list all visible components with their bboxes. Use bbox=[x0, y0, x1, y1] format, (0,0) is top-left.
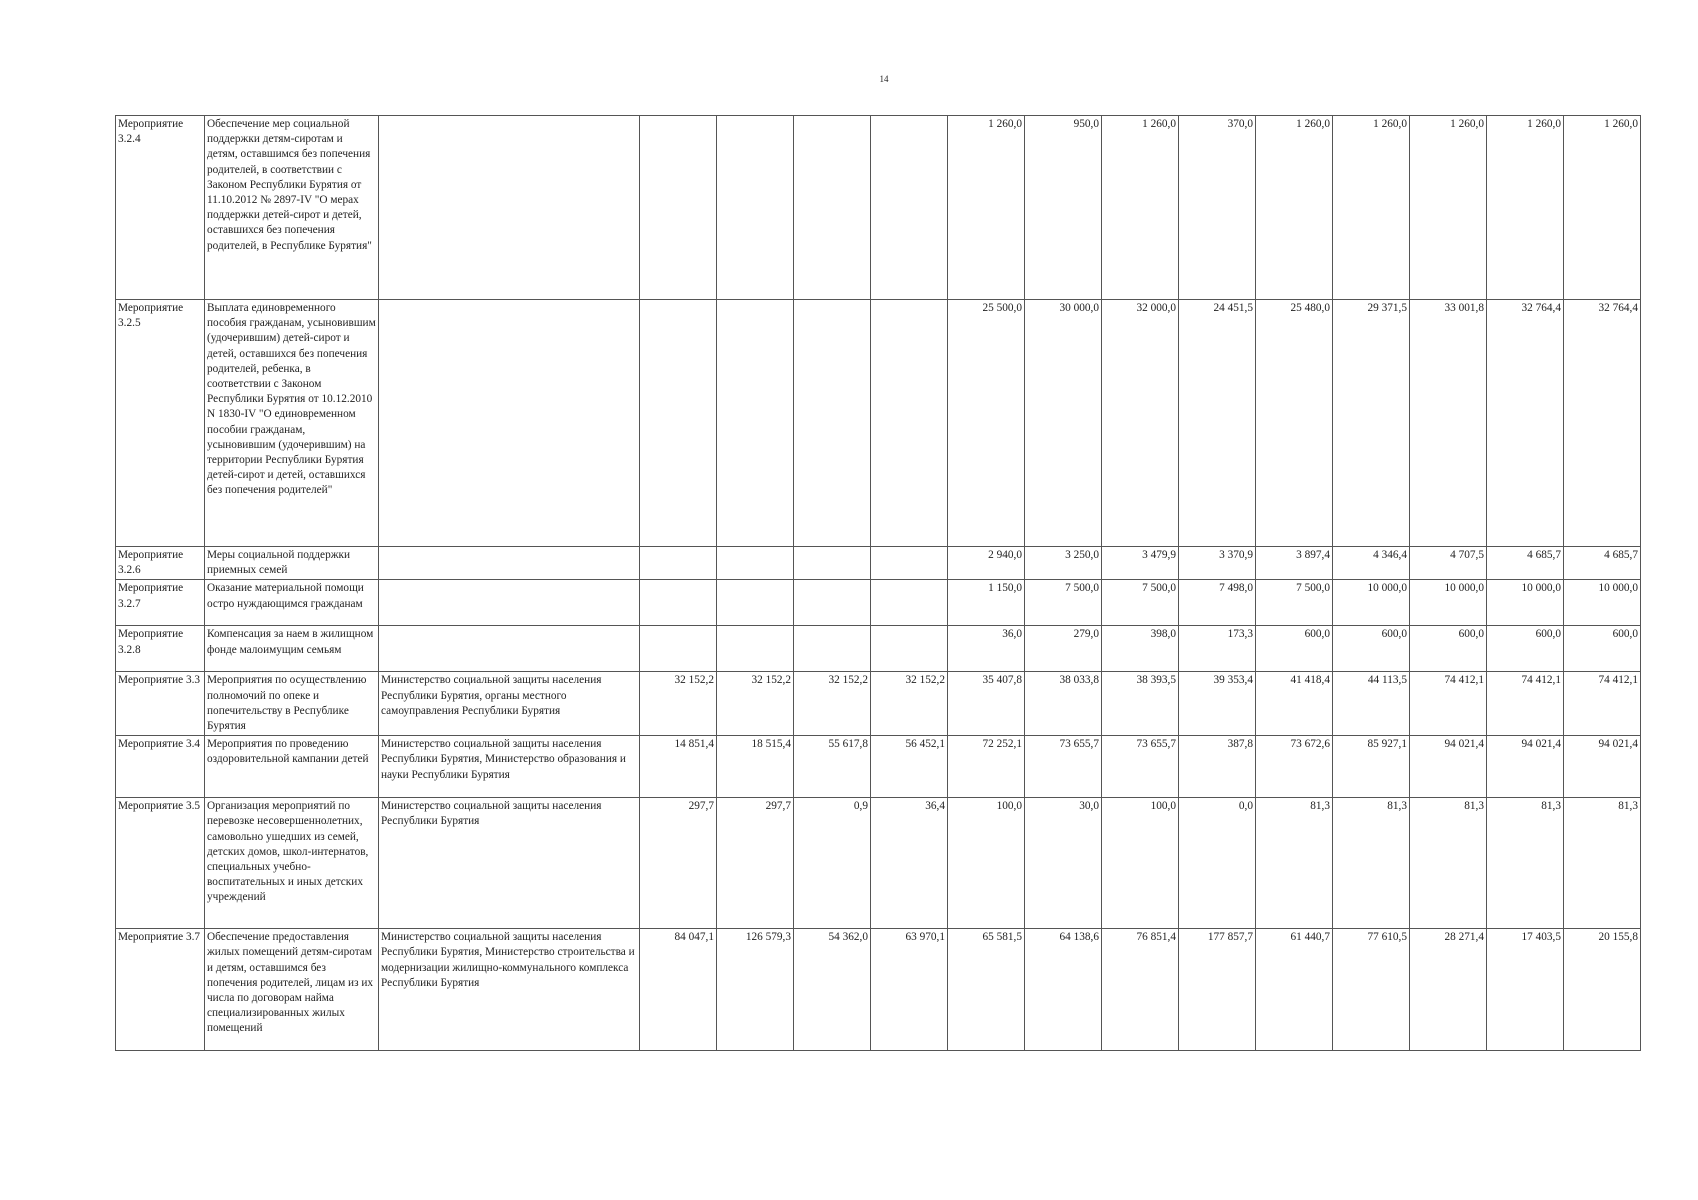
executor-cell: Министерство социальной защиты населения Республики Бурятия, Министерство образования и науки Республики Бурятия bbox=[379, 736, 640, 798]
funding-value-cell: 32 764,4 bbox=[1487, 300, 1564, 547]
funding-value-cell: 1 260,0 bbox=[1102, 116, 1179, 300]
funding-value-cell: 14 851,4 bbox=[640, 736, 717, 798]
funding-value-cell: 1 260,0 bbox=[948, 116, 1025, 300]
funding-value-cell: 0,9 bbox=[794, 798, 871, 929]
funding-value-cell: 32 152,2 bbox=[794, 672, 871, 736]
funding-value-cell bbox=[640, 580, 717, 626]
funding-value-cell: 0,0 bbox=[1179, 798, 1256, 929]
funding-value-cell: 56 452,1 bbox=[871, 736, 948, 798]
funding-value-cell bbox=[871, 547, 948, 580]
executor-cell bbox=[379, 580, 640, 626]
funding-value-cell: 44 113,5 bbox=[1333, 672, 1410, 736]
funding-value-cell: 600,0 bbox=[1256, 626, 1333, 672]
funding-value-cell: 2 940,0 bbox=[948, 547, 1025, 580]
funding-value-cell: 72 252,1 bbox=[948, 736, 1025, 798]
funding-value-cell: 64 138,6 bbox=[1025, 929, 1102, 1051]
funding-value-cell: 297,7 bbox=[640, 798, 717, 929]
funding-value-cell: 73 655,7 bbox=[1102, 736, 1179, 798]
table-row bbox=[116, 116, 1641, 300]
table-row bbox=[116, 929, 1641, 1051]
funding-value-cell bbox=[640, 626, 717, 672]
funding-value-cell: 1 260,0 bbox=[1564, 116, 1641, 300]
measure-code-cell: Мероприятие 3.2.4 bbox=[116, 116, 205, 300]
funding-value-cell: 3 479,9 bbox=[1102, 547, 1179, 580]
funding-value-cell: 63 970,1 bbox=[871, 929, 948, 1051]
measure-code-cell: Мероприятие 3.7 bbox=[116, 929, 205, 1051]
executor-cell: Министерство социальной защиты населения Республики Бурятия bbox=[379, 798, 640, 929]
funding-value-cell: 36,4 bbox=[871, 798, 948, 929]
funding-value-cell: 398,0 bbox=[1102, 626, 1179, 672]
funding-value-cell: 17 403,5 bbox=[1487, 929, 1564, 1051]
funding-value-cell bbox=[717, 547, 794, 580]
funding-value-cell: 3 370,9 bbox=[1179, 547, 1256, 580]
funding-value-cell: 7 500,0 bbox=[1256, 580, 1333, 626]
funding-value-cell: 3 250,0 bbox=[1025, 547, 1102, 580]
funding-value-cell: 32 152,2 bbox=[640, 672, 717, 736]
funding-value-cell: 36,0 bbox=[948, 626, 1025, 672]
funding-value-cell: 38 393,5 bbox=[1102, 672, 1179, 736]
funding-value-cell: 1 260,0 bbox=[1333, 116, 1410, 300]
funding-value-cell bbox=[871, 626, 948, 672]
funding-value-cell: 10 000,0 bbox=[1564, 580, 1641, 626]
executor-cell bbox=[379, 626, 640, 672]
funding-value-cell: 73 672,6 bbox=[1256, 736, 1333, 798]
measure-code-cell: Мероприятие 3.2.6 bbox=[116, 547, 205, 580]
executor-cell bbox=[379, 116, 640, 300]
table-row bbox=[116, 672, 1641, 736]
funding-value-cell: 100,0 bbox=[948, 798, 1025, 929]
funding-value-cell: 10 000,0 bbox=[1487, 580, 1564, 626]
funding-value-cell: 1 260,0 bbox=[1487, 116, 1564, 300]
funding-value-cell: 74 412,1 bbox=[1410, 672, 1487, 736]
executor-cell bbox=[379, 547, 640, 580]
funding-value-cell: 39 353,4 bbox=[1179, 672, 1256, 736]
funding-value-cell: 81,3 bbox=[1564, 798, 1641, 929]
funding-value-cell: 950,0 bbox=[1025, 116, 1102, 300]
funding-value-cell bbox=[717, 300, 794, 547]
executor-cell bbox=[379, 300, 640, 547]
measure-code-cell: Мероприятие 3.2.8 bbox=[116, 626, 205, 672]
funding-value-cell: 84 047,1 bbox=[640, 929, 717, 1051]
measure-code-cell: Мероприятие 3.3 bbox=[116, 672, 205, 736]
funding-value-cell: 33 001,8 bbox=[1410, 300, 1487, 547]
funding-value-cell: 3 897,4 bbox=[1256, 547, 1333, 580]
table-row bbox=[116, 798, 1641, 929]
funding-value-cell bbox=[794, 300, 871, 547]
measure-name-cell: Оказание материальной помощи остро нуждающимся гражданам bbox=[205, 580, 379, 626]
funding-value-cell: 4 685,7 bbox=[1564, 547, 1641, 580]
measure-name-cell: Обеспечение мер социальной поддержки детям-сиротам и детям, оставшимся без попечения родителей, в соответствии с Законом Республики Бурятия от 11.10.2012 № 2897-IV "О мерах поддержки детей-сирот и детей, оставшихся без попечения родителей, в Республике Бурятия" bbox=[205, 116, 379, 300]
table-row bbox=[116, 547, 1641, 580]
measure-name-cell: Организация мероприятий по перевозке несовершеннолетних, самовольно ушедших из семей, детских домов, школ-интернатов, специальных учебно-воспитательных и иных детских учреждений bbox=[205, 798, 379, 929]
funding-value-cell: 74 412,1 bbox=[1564, 672, 1641, 736]
funding-value-cell: 54 362,0 bbox=[794, 929, 871, 1051]
budget-table bbox=[115, 115, 1641, 1051]
funding-value-cell: 30,0 bbox=[1025, 798, 1102, 929]
funding-value-cell: 387,8 bbox=[1179, 736, 1256, 798]
funding-value-cell: 94 021,4 bbox=[1410, 736, 1487, 798]
measure-name-cell: Мероприятия по проведению оздоровительной кампании детей bbox=[205, 736, 379, 798]
funding-value-cell: 85 927,1 bbox=[1333, 736, 1410, 798]
measure-name-cell: Компенсация за наем в жилищном фонде малоимущим семьям bbox=[205, 626, 379, 672]
funding-value-cell: 177 857,7 bbox=[1179, 929, 1256, 1051]
measure-name-cell: Меры социальной поддержки приемных семей bbox=[205, 547, 379, 580]
measure-code-cell: Мероприятие 3.2.5 bbox=[116, 300, 205, 547]
page-number: 14 bbox=[879, 74, 889, 84]
funding-value-cell: 10 000,0 bbox=[1333, 580, 1410, 626]
funding-value-cell: 76 851,4 bbox=[1102, 929, 1179, 1051]
funding-value-cell: 32 152,2 bbox=[717, 672, 794, 736]
executor-cell: Министерство социальной защиты населения Республики Бурятия, Министерство строительства и модернизации жилищно-коммунального комплекса Республики Бурятия bbox=[379, 929, 640, 1051]
funding-value-cell: 73 655,7 bbox=[1025, 736, 1102, 798]
table-body bbox=[116, 116, 1641, 1051]
funding-value-cell bbox=[640, 300, 717, 547]
funding-value-cell: 65 581,5 bbox=[948, 929, 1025, 1051]
funding-value-cell: 7 500,0 bbox=[1102, 580, 1179, 626]
funding-value-cell: 18 515,4 bbox=[717, 736, 794, 798]
funding-value-cell: 7 498,0 bbox=[1179, 580, 1256, 626]
funding-value-cell: 297,7 bbox=[717, 798, 794, 929]
executor-cell: Министерство социальной защиты населения Республики Бурятия, органы местного самоуправления Республики Бурятия bbox=[379, 672, 640, 736]
measure-code-cell: Мероприятие 3.2.7 bbox=[116, 580, 205, 626]
funding-value-cell: 28 271,4 bbox=[1410, 929, 1487, 1051]
funding-value-cell bbox=[640, 116, 717, 300]
funding-value-cell bbox=[871, 580, 948, 626]
measure-code-cell: Мероприятие 3.4 bbox=[116, 736, 205, 798]
measure-name-cell: Выплата единовременного пособия гражданам, усыновившим (удочерившим) детей-сирот и детей, оставшихся без попечения родителей, ребенка, в соответствии с Законом Республики Бурятия от 10.12.2010 N 1830-IV "О единовременном пособии гражданам, усыновившим (удочерившим) на территории Республики Бурятия детей-сирот и детей, оставшихся без попечения родителей" bbox=[205, 300, 379, 547]
table-row bbox=[116, 300, 1641, 547]
funding-value-cell: 370,0 bbox=[1179, 116, 1256, 300]
funding-value-cell: 35 407,8 bbox=[948, 672, 1025, 736]
funding-value-cell: 32 764,4 bbox=[1564, 300, 1641, 547]
funding-value-cell: 30 000,0 bbox=[1025, 300, 1102, 547]
funding-value-cell: 38 033,8 bbox=[1025, 672, 1102, 736]
funding-value-cell: 32 000,0 bbox=[1102, 300, 1179, 547]
funding-value-cell: 81,3 bbox=[1256, 798, 1333, 929]
funding-value-cell: 20 155,8 bbox=[1564, 929, 1641, 1051]
funding-value-cell: 1 150,0 bbox=[948, 580, 1025, 626]
funding-value-cell: 4 707,5 bbox=[1410, 547, 1487, 580]
funding-value-cell: 100,0 bbox=[1102, 798, 1179, 929]
table-row bbox=[116, 736, 1641, 798]
funding-value-cell: 279,0 bbox=[1025, 626, 1102, 672]
funding-value-cell: 55 617,8 bbox=[794, 736, 871, 798]
funding-value-cell: 600,0 bbox=[1564, 626, 1641, 672]
funding-value-cell: 1 260,0 bbox=[1410, 116, 1487, 300]
funding-value-cell: 41 418,4 bbox=[1256, 672, 1333, 736]
funding-value-cell: 61 440,7 bbox=[1256, 929, 1333, 1051]
funding-value-cell: 81,3 bbox=[1333, 798, 1410, 929]
funding-value-cell bbox=[794, 116, 871, 300]
table-row bbox=[116, 626, 1641, 672]
funding-value-cell: 600,0 bbox=[1487, 626, 1564, 672]
funding-value-cell: 77 610,5 bbox=[1333, 929, 1410, 1051]
measure-name-cell: Обеспечение предоставления жилых помещений детям-сиротам и детям, оставшимся без попечения родителей, лицам из их числа по договорам найма специализированных жилых помещений bbox=[205, 929, 379, 1051]
funding-value-cell: 74 412,1 bbox=[1487, 672, 1564, 736]
measure-name-cell: Мероприятия по осуществлению полномочий по опеке и попечительству в Республике Бурятия bbox=[205, 672, 379, 736]
funding-value-cell: 4 685,7 bbox=[1487, 547, 1564, 580]
funding-value-cell: 29 371,5 bbox=[1333, 300, 1410, 547]
funding-value-cell: 126 579,3 bbox=[717, 929, 794, 1051]
funding-value-cell bbox=[871, 300, 948, 547]
funding-value-cell: 7 500,0 bbox=[1025, 580, 1102, 626]
funding-value-cell bbox=[717, 626, 794, 672]
funding-value-cell bbox=[717, 116, 794, 300]
funding-value-cell: 600,0 bbox=[1410, 626, 1487, 672]
funding-value-cell: 32 152,2 bbox=[871, 672, 948, 736]
funding-value-cell: 25 480,0 bbox=[1256, 300, 1333, 547]
funding-value-cell: 94 021,4 bbox=[1487, 736, 1564, 798]
funding-value-cell: 1 260,0 bbox=[1256, 116, 1333, 300]
funding-value-cell bbox=[794, 626, 871, 672]
funding-value-cell bbox=[640, 547, 717, 580]
funding-value-cell bbox=[871, 116, 948, 300]
funding-value-cell bbox=[717, 580, 794, 626]
funding-value-cell: 4 346,4 bbox=[1333, 547, 1410, 580]
funding-value-cell: 600,0 bbox=[1333, 626, 1410, 672]
funding-value-cell: 81,3 bbox=[1487, 798, 1564, 929]
table-row bbox=[116, 580, 1641, 626]
funding-value-cell bbox=[794, 547, 871, 580]
funding-value-cell: 81,3 bbox=[1410, 798, 1487, 929]
funding-value-cell: 94 021,4 bbox=[1564, 736, 1641, 798]
funding-value-cell bbox=[794, 580, 871, 626]
measure-code-cell: Мероприятие 3.5 bbox=[116, 798, 205, 929]
funding-value-cell: 10 000,0 bbox=[1410, 580, 1487, 626]
funding-value-cell: 24 451,5 bbox=[1179, 300, 1256, 547]
funding-value-cell: 173,3 bbox=[1179, 626, 1256, 672]
funding-value-cell: 25 500,0 bbox=[948, 300, 1025, 547]
